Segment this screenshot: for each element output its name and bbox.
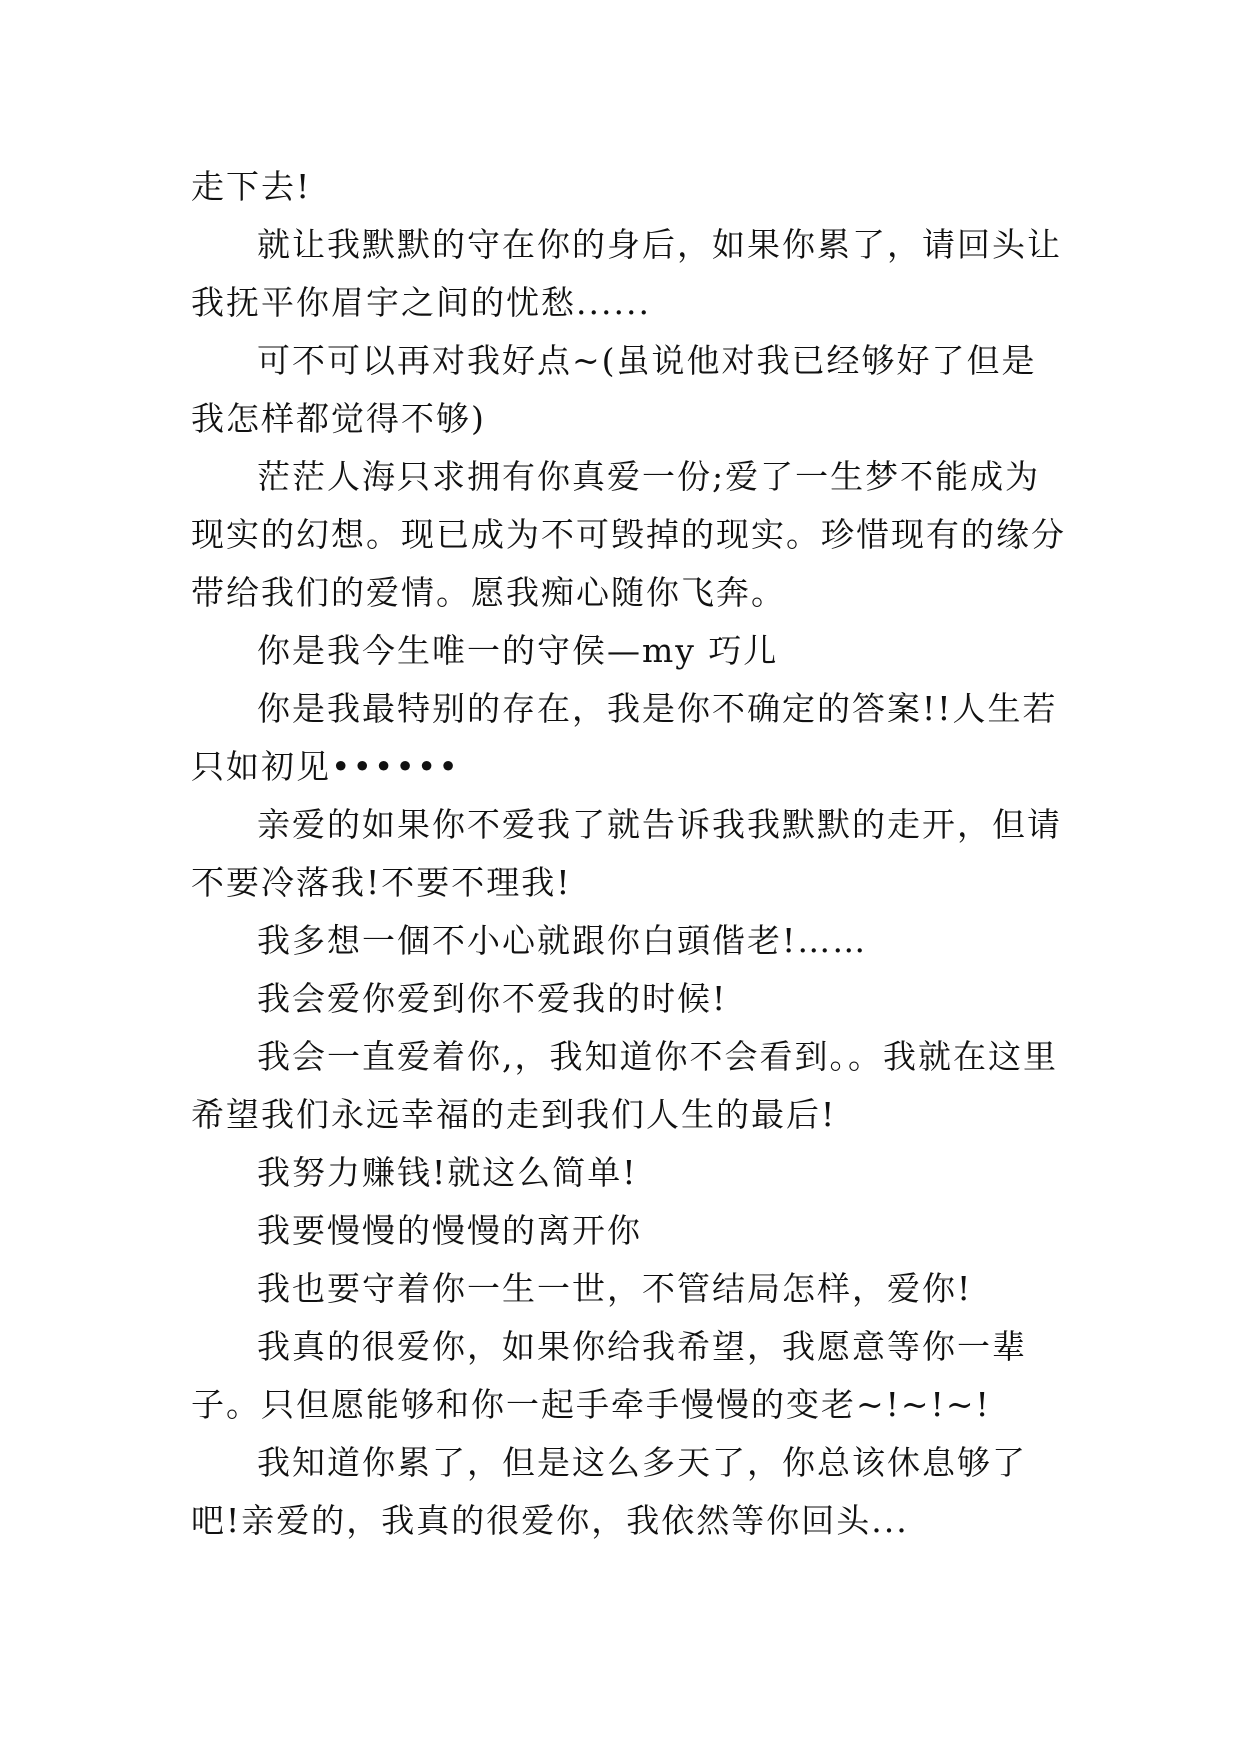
- paragraph-13: 我也要守着你一生一世，不管结局怎样，爱你!: [257, 1269, 973, 1308]
- paragraph-6: 你是我最特别的存在，我是你不确定的答案!!人生若只如初见••••••: [191, 689, 1058, 786]
- paragraph-2: 就让我默默的守在你的身后，如果你累了，请回头让我抚平你眉宇之间的忧愁......: [191, 225, 1062, 322]
- paragraph-11: 我努力赚钱!就这么简单!: [257, 1153, 638, 1192]
- document-body: [191, 158, 1071, 1550]
- paragraph-7: 亲爱的如果你不爱我了就告诉我我默默的走开，但请不要冷落我!不要不理我!: [191, 805, 1062, 902]
- paragraph-4: 茫茫人海只求拥有你真爱一份;爱了一生梦不能成为现实的幻想。现已成为不可毁掉的现实。珍惜现有的缘分带给我们的爱情。愿我痴心随你飞奔。: [191, 457, 1066, 612]
- paragraph-8: 我多想一個不小心就跟你白頭偕老!……: [257, 921, 868, 960]
- paragraph-15: 我知道你累了，但是这么多天了，你总该休息够了吧!亲爱的，我真的很爱你，我依然等你回头...: [191, 1443, 1027, 1540]
- paragraph-14: 我真的很爱你，如果你给我希望，我愿意等你一辈子。只但愿能够和你一起手牵手慢慢的变老~!~!~!: [191, 1327, 1027, 1424]
- paragraph-3: 可不可以再对我好点~(虽说他对我已经够好了但是我怎样都觉得不够): [191, 341, 1037, 438]
- paragraph-5: 你是我今生唯一的守侯—my 巧儿: [257, 631, 779, 670]
- paragraph-12: 我要慢慢的慢慢的离开你: [257, 1211, 642, 1250]
- paragraph-1: 走下去!: [191, 167, 312, 206]
- paragraph-9: 我会爱你爱到你不爱我的时候!: [257, 979, 728, 1018]
- paragraph-10: 我会一直爱着你,，我知道你不会看到。。我就在这里希望我们永远幸福的走到我们人生的最后!: [191, 1037, 1058, 1134]
